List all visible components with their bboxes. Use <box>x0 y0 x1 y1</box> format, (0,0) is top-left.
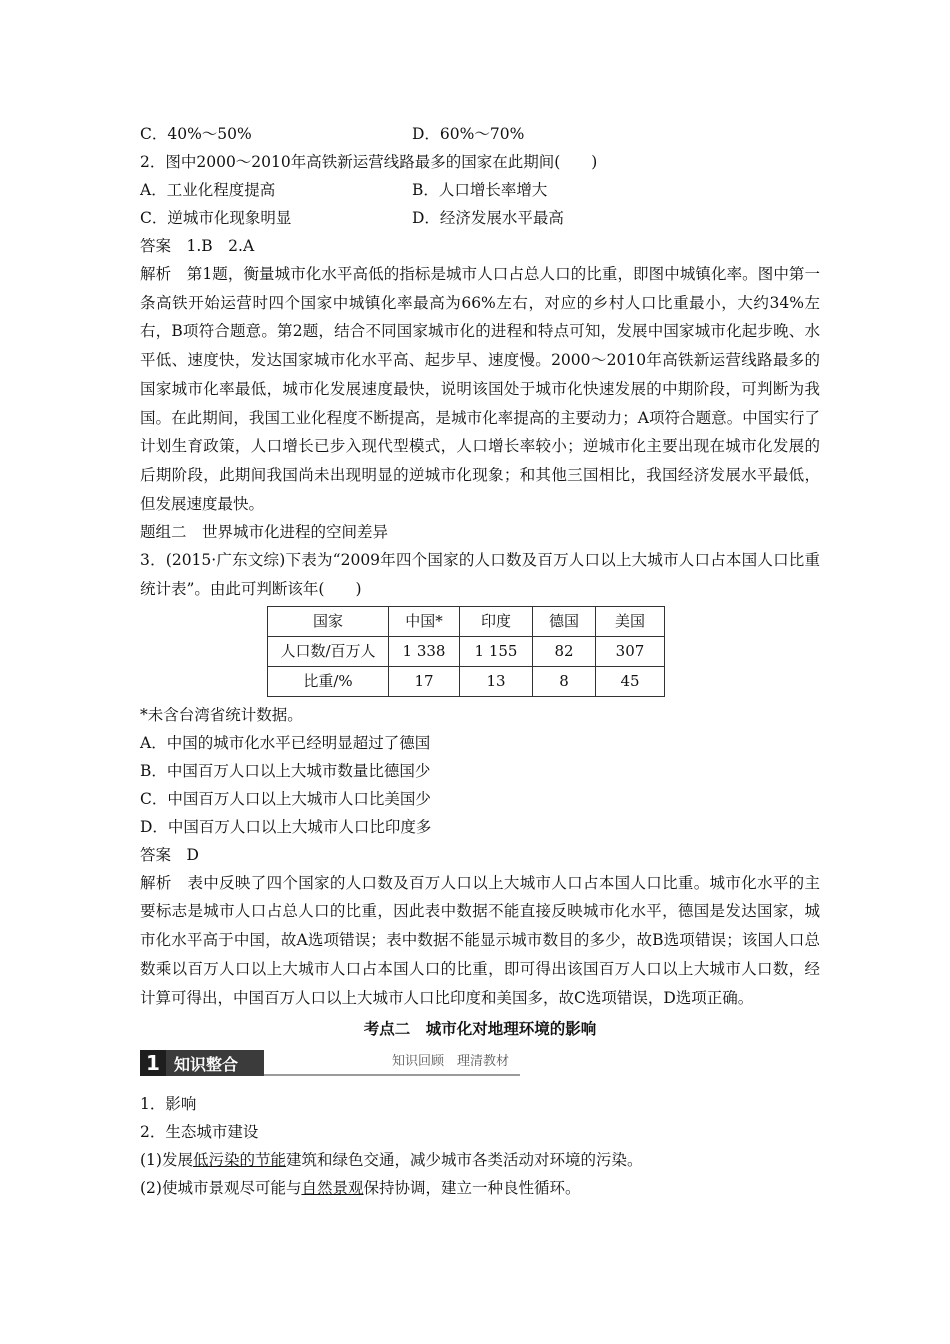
q2-options-row-1 <box>140 176 820 204</box>
knowledge-banner <box>140 1048 820 1080</box>
list-item-1: 1．影响 <box>140 1095 197 1114</box>
table-header-row <box>268 606 665 636</box>
table-cell: 17 <box>389 666 460 696</box>
banner-number: 1 <box>140 1050 166 1076</box>
table-note: *未含台湾省统计数据。 <box>140 705 303 724</box>
q1-option-c: C．40%～50% <box>140 125 252 143</box>
q2-options-row-2 <box>140 204 820 232</box>
table-row <box>268 636 665 666</box>
table-row <box>268 666 665 696</box>
document-page <box>140 120 820 1202</box>
answer-1: 答案 1.B 2.A <box>140 237 255 255</box>
table-cell: 比重/% <box>268 666 389 696</box>
banner-rule <box>264 1074 520 1076</box>
eco-item-2-post: 保持协调，建立一种良性循环。 <box>363 1179 581 1198</box>
population-table-wrapper <box>267 606 820 697</box>
table-header-cell: 德国 <box>533 606 596 636</box>
q2-option-a: A．工业化程度提高 <box>140 181 276 199</box>
eco-item-1-blank: 低污染的节能 <box>192 1151 286 1170</box>
answer-2: 答案 D <box>140 845 199 864</box>
eco-item-1 <box>140 1146 820 1174</box>
eco-item-1-post: 建筑和绿色交通，减少城市各类活动对环境的污染。 <box>285 1151 643 1170</box>
table-cell: 1 338 <box>389 636 460 666</box>
q2-stem: 2．图中2000～2010年高铁新运营线路最多的国家在此期间( ) <box>140 153 598 171</box>
q3-option-d: D．中国百万人口以上大城市人口比印度多 <box>140 817 432 836</box>
table-cell: 人口数/百万人 <box>268 636 389 666</box>
table-cell: 82 <box>533 636 596 666</box>
population-table <box>267 606 665 697</box>
eco-item-2 <box>140 1174 820 1202</box>
q1-option-d: D．60%～70% <box>412 125 525 143</box>
table-cell: 307 <box>596 636 665 666</box>
q3-option-b: B．中国百万人口以上大城市数量比德国少 <box>140 761 431 780</box>
q2-option-d: D．经济发展水平最高 <box>412 209 564 227</box>
table-header-cell: 国家 <box>268 606 389 636</box>
eco-item-2-blank: 自然景观 <box>301 1179 364 1198</box>
section-title: 考点二 城市化对地理环境的影响 <box>363 1019 597 1039</box>
table-header-cell: 美国 <box>596 606 665 636</box>
table-cell: 8 <box>533 666 596 696</box>
q3-option-c: C．中国百万人口以上大城市人口比美国少 <box>140 789 431 808</box>
table-cell: 13 <box>460 666 533 696</box>
q2-option-b: B．人口增长率增大 <box>412 181 548 199</box>
banner-subtitle: 知识回顾 理清教材 <box>392 1054 510 1070</box>
banner-badge <box>140 1050 264 1076</box>
banner-title: 知识整合 <box>174 1055 239 1075</box>
list-item-2: 2．生态城市建设 <box>140 1123 259 1142</box>
table-cell: 1 155 <box>460 636 533 666</box>
analysis-1: 解析 第1题，衡量城市化水平高低的指标是城市人口占总人口的比重，即图中城镇化率。图中第一条高铁开始运营时四个国家中城镇化率最高为66%左右，对应的乡村人口比重最小，大约34%左右，B项符合题意。第2题，结合不同国家城市化的进程和特点可知，发展中国家城市化起步晚、水平低、速度快，发达国家城市化水平高、起步早、速度慢。2000～2010年高铁新运营线路最多的国家城市化率最低，城市化发展速度最快，说明该国处于城市化快速发展的中期阶段，可判断为我国。在此期间，我国工业化程度不断提高，是城市化率提高的主要动力；A项符合题意。中国实行了计划生育政策，人口增长已步入现代型模式，人口增长率较小；逆城市化主要出现在城市化发展的后期阶段，此期间我国尚未出现明显的逆城市化现象；和其他三国相比，我国经济发展水平最低，但发展速度最快。 <box>140 265 820 513</box>
table-header-cell: 中国* <box>389 606 460 636</box>
analysis-2: 解析 表中反映了四个国家的人口数及百万人口以上大城市人口占本国人口比重。城市化水平的主要标志是城市人口占总人口的比重，因此表中数据不能直接反映城市化水平，德国是发达国家，城市化水平高于中国，故A选项错误；表中数据不能显示城市数目的多少，故B选项错误；该国人口总数乘以百万人口以上大城市人口占本国人口的比重，即可得出该国百万人口以上大城市人口数，经计算可得出，中国百万人口以上大城市人口比印度和美国多，故C选项错误，D选项正确。 <box>140 873 820 1007</box>
table-header-cell: 印度 <box>460 606 533 636</box>
q2-option-c: C．逆城市化现象明显 <box>140 209 292 227</box>
q1-options-row <box>140 120 820 148</box>
q3-stem: 3．(2015·广东文综)下表为“2009年四个国家的人口数及百万人口以上大城市人口占本国人口比重统计表”。由此可判断该年( ) <box>140 551 820 599</box>
table-cell: 45 <box>596 666 665 696</box>
group-2-title: 题组二 世界城市化进程的空间差异 <box>140 523 389 542</box>
eco-item-1-pre: (1)发展 <box>140 1151 193 1170</box>
q3-option-a: A．中国的城市化水平已经明显超过了德国 <box>140 733 431 752</box>
eco-item-2-pre: (2)使城市景观尽可能与 <box>140 1179 302 1198</box>
